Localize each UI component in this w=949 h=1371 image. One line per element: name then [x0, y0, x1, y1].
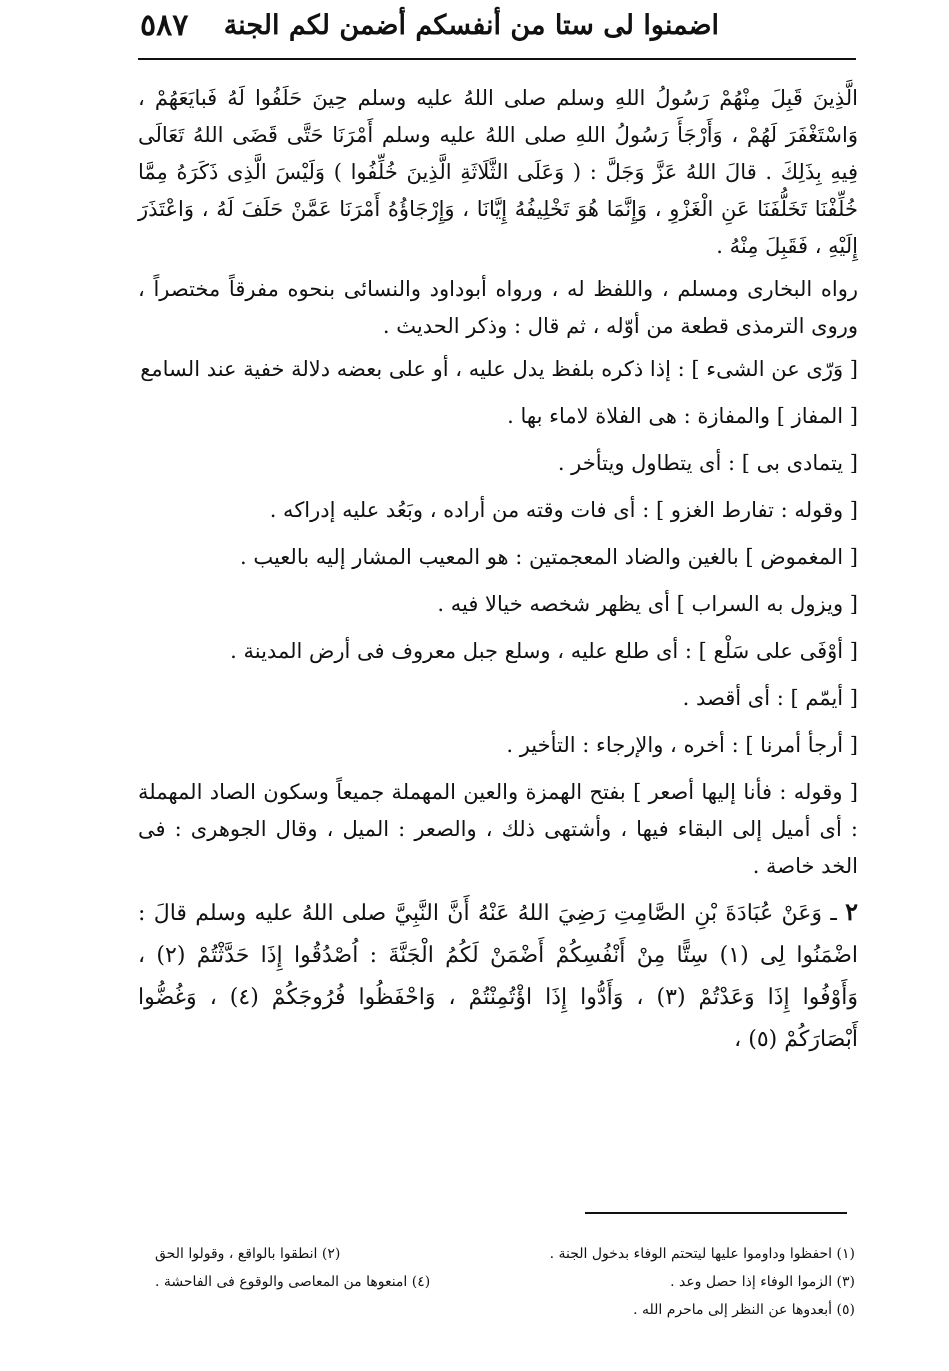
- footnote-2: (٢) انطقوا بالواقع ، وقولوا الحق: [155, 1246, 341, 1262]
- footnotes: [155, 1240, 855, 1324]
- footnote-row: [155, 1296, 855, 1324]
- gloss-item: [ أيمّم ] : أى أقصد .: [682, 686, 858, 710]
- paragraph-hadith-continuation: الَّذِينَ قَبِلَ مِنْهُمْ رَسُولُ اللهِ وسلم صلى اللهُ عليه وسلم حِينَ حَلَفُوا لَهُ فَبايَعَهُمْ ، وَاسْتَغْفَرَ لَهُمْ ، وَأَرْجَأَ رَسُولُ اللهِ صلى اللهُ عليه وسلم أَمْرَنَا حَتَّى قَضَى اللهُ تَعَالَى فِيهِ بِذَلِكَ . قالَ اللهُ عَزَّ وَجَلَّ : ( وَعَلَى الثَّلَاثَةِ الَّذِينَ خُلِّفُوا ) وَلَيْسَ الَّذِى ذَكَرَهُ مِمَّا خُلِّفْنَا تَخَلُّفَنَا عَنِ الْغَزْوِ ، وَإِنَّمَا هُوَ تَخْلِيفُهُ إِيَّانَا ، وَإِرْجَاؤُهُ أَمْرَنَا عَمَّنْ حَلَفَ لَهُ ، وَاعْتَذَرَ إِلَيْهِ ، فَقَبِلَ مِنْهُ .: [138, 86, 858, 258]
- hadith-number: ٢: [845, 897, 858, 926]
- gloss-item: [ أوْفَى على سَلْع ] : أى طلع عليه ، وسلع جبل معروف فى أرض المدينة .: [230, 639, 858, 663]
- footnote-rule: [585, 1212, 847, 1214]
- gloss-item: [ أرجأ أمرنا ] : أخره ، والإرجاء : التأخير .: [506, 733, 858, 757]
- gloss-item: [ وقوله : تفارط الغزو ] : أى فات وقته من أراده ، وبَعُد عليه إدراكه .: [269, 498, 858, 522]
- gloss-item: [ ويزول به السراب ] أى يظهر شخصه خيالا فيه .: [437, 592, 858, 616]
- page-number: ٥٨٧: [140, 8, 189, 43]
- footnote-row: [155, 1268, 855, 1296]
- gloss-item: [ المفاز ] والمفازة : هى الفلاة لاماء بها .: [507, 404, 858, 428]
- gloss-item: [ المغموض ] بالغين والضاد المعجمتين : هو المعيب المشار إليه بالعيب .: [239, 545, 858, 569]
- hadith-text: ـ وَعَنْ عُبَادَةَ بْنِ الصَّامِتِ رَضِيَ اللهُ عَنْهُ أَنَّ النَّبِيَّ صلى اللهُ عليه وسلم قالَ : اضْمَنُوا لِى (١) سِتًّا مِنْ أَنْفُسِكُمْ أَضْمَنْ لَكُمُ الْجَنَّةَ : اُصْدُقُوا إِذَا حَدَّثْتُمْ (٢) ، وَأَوْفُوا إِذَا وَعَدْتُمْ (٣) ، وَأَدُّوا إِذَا اؤْتُمِنْتُمْ ، وَاحْفَظُوا فُرُوجَكُمْ (٤) ، وَغُضُّوا أَبْصَارَكُمْ (٥) ،: [138, 901, 858, 1052]
- header-rule: [138, 58, 856, 60]
- running-head: اضمنوا لى ستا من أنفسكم أضمن لكم الجنة: [223, 10, 719, 41]
- gloss-item: [ يتمادى بى ] : أى يتطاول ويتأخر .: [557, 451, 858, 475]
- footnote-3: (٣) الزموا الوفاء إذا حصل وعد .: [670, 1274, 855, 1290]
- footnote-row: [155, 1240, 855, 1268]
- main-text: [138, 80, 858, 1067]
- footnote-5: (٥) أبعدوها عن النظر إلى ماحرم الله .: [633, 1302, 855, 1318]
- paragraph-asar-gloss: [ وقوله : فأنا إليها أصعر ] بفتح الهمزة والعين المهملة جميعاً وسكون الصاد المهملة : أى أميل إلى البقاء فيها ، وأشتهى ذلك ، والصعر : الميل ، وقال الجوهرى : فى الخد خاصة .: [138, 780, 858, 878]
- footnote-1: (١) احفظوا وداوموا عليها ليتحتم الوفاء بدخول الجنة .: [549, 1246, 855, 1262]
- paragraph-takhrij: رواه البخارى ومسلم ، واللفظ له ، ورواه أبوداود والنسائى بنحوه مفرقاً مختصراً ، وروى الترمذى قطعة من أوّله ، ثم قال : وذكر الحديث .: [138, 277, 858, 338]
- footnote-4: (٤) امنعوها من المعاصى والوقوع فى الفاحشة .: [155, 1274, 431, 1290]
- gloss-item: [ وَرّى عن الشىء ] : إذا ذكره بلفظ يدل عليه ، أو على بعضه دلالة خفية عند السامع: [140, 357, 858, 381]
- hadith-paragraph: [138, 891, 858, 1061]
